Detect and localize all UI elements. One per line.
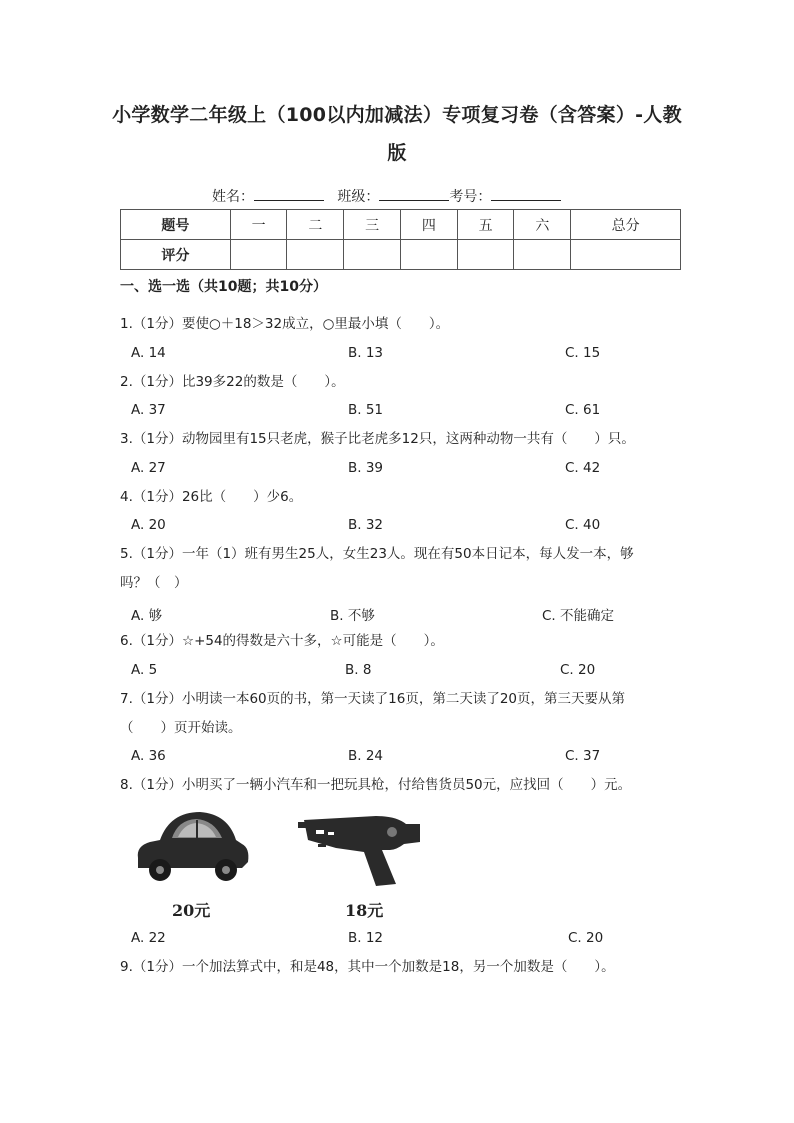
option-a[interactable]: A. 36 bbox=[131, 748, 166, 764]
option-a[interactable]: A. 27 bbox=[131, 460, 166, 476]
score-cell[interactable] bbox=[514, 240, 571, 270]
header-cell: 总分 bbox=[571, 210, 681, 240]
option-a[interactable]: A. 20 bbox=[131, 517, 166, 533]
question-4: 4.（1分）26比（ ）少6。 bbox=[120, 489, 303, 505]
option-b[interactable]: B. 51 bbox=[348, 402, 384, 418]
toy-gun-image bbox=[296, 810, 426, 890]
question-5: 5.（1分）一年（1）班有男生25人，女生23人。现在有50本日记本，每人发一本，够 bbox=[120, 546, 634, 562]
options-7 bbox=[131, 748, 691, 768]
options-5 bbox=[131, 604, 691, 624]
header-cell: 五 bbox=[457, 210, 514, 240]
number-label: 考号： bbox=[449, 189, 492, 205]
question-7: 7.（1分）小明读一本60页的书，第一天读了16页，第二天读了20页，第三天要从第 bbox=[120, 691, 626, 707]
option-c[interactable]: C. 61 bbox=[565, 402, 601, 418]
option-c[interactable]: C. 15 bbox=[565, 345, 601, 361]
title-line-2: 版 bbox=[387, 142, 407, 164]
title-line-1: 小学数学二年级上（100以内加减法）专项复习卷（含答案）-人教 bbox=[112, 104, 682, 126]
option-c[interactable]: C. 20 bbox=[560, 662, 596, 678]
option-c[interactable]: C. 不能确定 bbox=[542, 608, 615, 624]
score-cell[interactable] bbox=[230, 240, 287, 270]
header-cell: 三 bbox=[344, 210, 401, 240]
option-a[interactable]: A. 14 bbox=[131, 345, 166, 361]
score-cell[interactable] bbox=[571, 240, 681, 270]
options-6 bbox=[131, 662, 691, 682]
question-7-continued: （ ）页开始读。 bbox=[120, 720, 242, 736]
option-b[interactable]: B. 13 bbox=[348, 345, 384, 361]
name-blank[interactable] bbox=[254, 186, 324, 201]
score-header-row bbox=[121, 210, 681, 240]
header-cell: 一 bbox=[230, 210, 287, 240]
option-b[interactable]: B. 32 bbox=[348, 517, 384, 533]
class-blank[interactable] bbox=[379, 186, 449, 201]
class-label: 班级： bbox=[337, 189, 380, 205]
options-4 bbox=[131, 517, 691, 537]
name-label: 姓名： bbox=[212, 189, 254, 205]
option-a[interactable]: A. 5 bbox=[131, 662, 158, 678]
option-a[interactable]: A. 够 bbox=[131, 608, 163, 624]
option-c[interactable]: C. 40 bbox=[565, 517, 601, 533]
page-title bbox=[112, 96, 682, 172]
car-price: 20元 bbox=[172, 901, 211, 920]
score-cell[interactable] bbox=[344, 240, 401, 270]
options-3 bbox=[131, 460, 691, 480]
option-c[interactable]: C. 42 bbox=[565, 460, 601, 476]
section-heading: 一、选一选（共10题；共10分） bbox=[120, 279, 327, 295]
option-c[interactable]: C. 20 bbox=[568, 930, 604, 946]
option-a[interactable]: A. 37 bbox=[131, 402, 166, 418]
question-1: 1.（1分）要使○＋18＞32成立，○里最小填（ ）。 bbox=[120, 316, 450, 332]
student-info bbox=[212, 186, 561, 206]
option-b[interactable]: B. 12 bbox=[348, 930, 384, 946]
header-cell: 六 bbox=[514, 210, 571, 240]
score-row bbox=[121, 240, 681, 270]
question-5-continued: 吗？（ ） bbox=[120, 575, 188, 591]
header-cell: 题号 bbox=[121, 210, 231, 240]
question-8: 8.（1分）小明买了一辆小汽车和一把玩具枪，付给售货员50元，应找回（ ）元。 bbox=[120, 777, 632, 793]
option-b[interactable]: B. 不够 bbox=[330, 608, 375, 624]
header-cell: 四 bbox=[400, 210, 457, 240]
header-cell: 二 bbox=[287, 210, 344, 240]
options-1 bbox=[131, 345, 691, 365]
option-b[interactable]: B. 24 bbox=[348, 748, 384, 764]
toy-car-image bbox=[130, 806, 250, 886]
score-cell[interactable] bbox=[457, 240, 514, 270]
score-row-label: 评分 bbox=[121, 240, 231, 270]
options-2 bbox=[131, 402, 691, 422]
question-9: 9.（1分）一个加法算式中，和是48，其中一个加数是18，另一个加数是（ ）。 bbox=[120, 959, 615, 975]
score-cell[interactable] bbox=[400, 240, 457, 270]
option-b[interactable]: B. 39 bbox=[348, 460, 384, 476]
question-3: 3.（1分）动物园里有15只老虎，猴子比老虎多12只，这两种动物一共有（ ）只。 bbox=[120, 431, 635, 447]
gun-price: 18元 bbox=[345, 901, 384, 920]
question-6: 6.（1分）☆+54的得数是六十多，☆可能是（ ）。 bbox=[120, 633, 444, 649]
question-2: 2.（1分）比39多22的数是（ ）。 bbox=[120, 374, 345, 390]
score-table bbox=[120, 209, 681, 270]
number-blank[interactable] bbox=[491, 186, 561, 201]
option-b[interactable]: B. 8 bbox=[345, 662, 372, 678]
score-cell[interactable] bbox=[287, 240, 344, 270]
option-c[interactable]: C. 37 bbox=[565, 748, 601, 764]
options-8 bbox=[131, 930, 691, 950]
option-a[interactable]: A. 22 bbox=[131, 930, 166, 946]
